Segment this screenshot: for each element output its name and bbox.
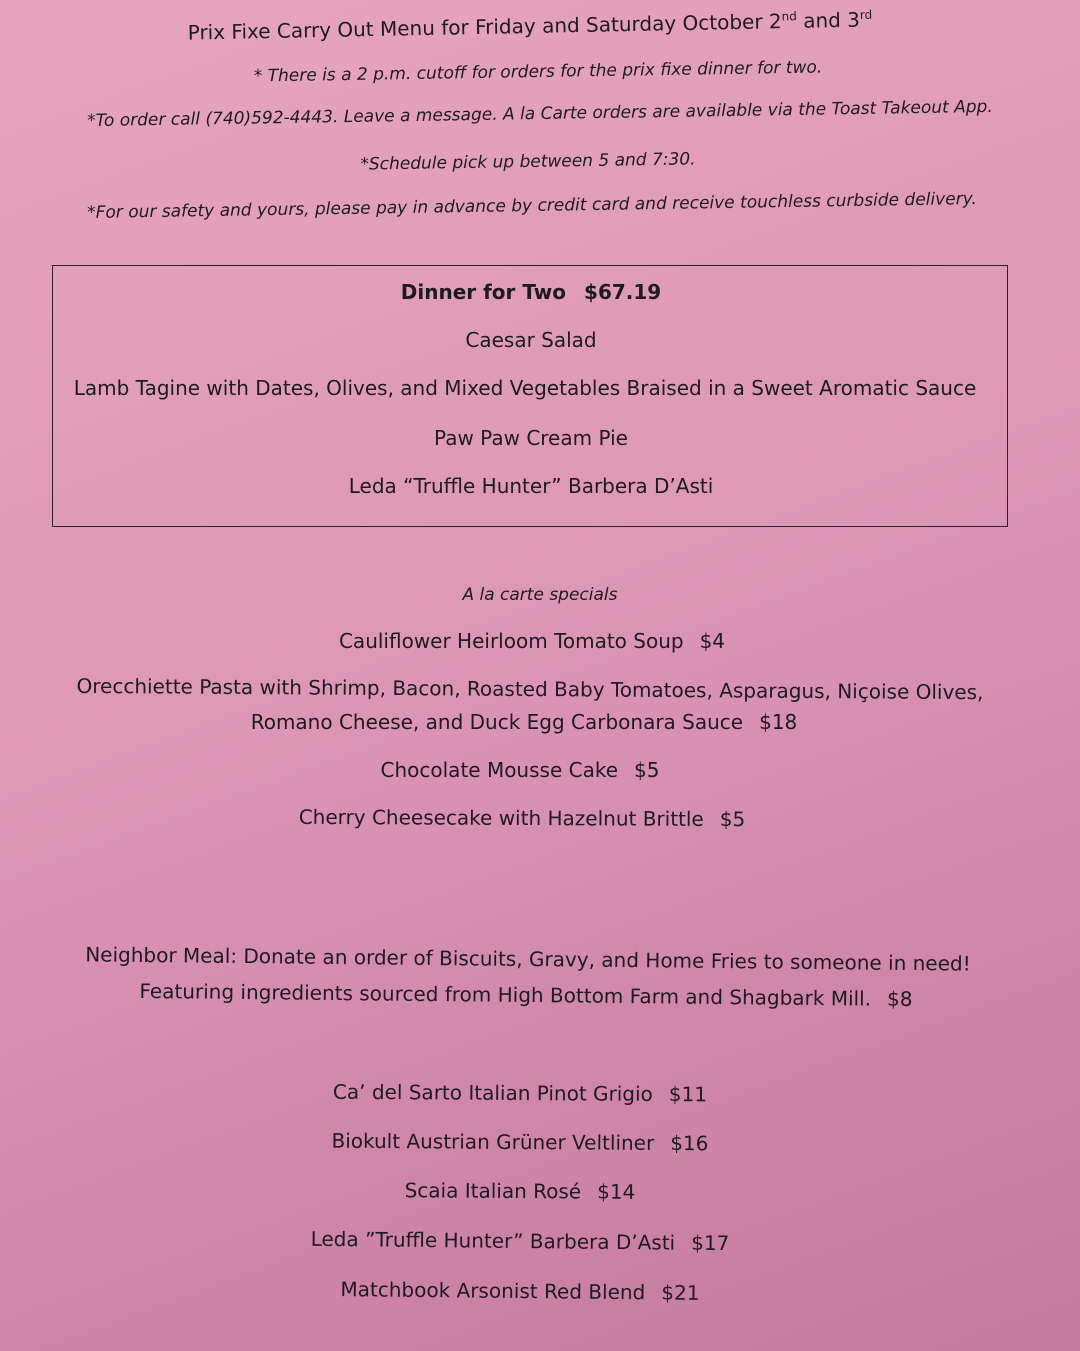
dinner-item-salad: Caesar Salad (465, 328, 597, 352)
wine-item (0, 1175, 1060, 1207)
title-superscript-1: nd (781, 9, 797, 24)
note-cutoff: * There is a 2 p.m. cutoff for orders for the prix fixe dinner for two. (253, 57, 823, 87)
dinner-for-two-box (52, 265, 1008, 527)
note-pickup: *Schedule pick up between 5 and 7:30. (360, 149, 696, 175)
wine-name: Leda ”Truffle Hunter” Barbera D’Asti (310, 1226, 676, 1255)
dinner-item-dessert: Paw Paw Cream Pie (434, 426, 628, 450)
dinner-item-wine: Leda “Truffle Hunter” Barbera D’Asti (348, 474, 714, 498)
neighbor-meal-line1: Neighbor Meal: Donate an order of Biscuits, Gravy, and Home Fries to someone in need! (85, 942, 971, 976)
dinner-heading (53, 280, 1009, 304)
dinner-price: $67.19 (584, 280, 662, 304)
note-order-call: *To order call (740)592-4443. Leave a message. A la Carte orders are available via the Toast Takeout App. (87, 96, 993, 132)
item-name: Cauliflower Heirloom Tomato Soup (338, 629, 684, 653)
wine-price: $11 (668, 1082, 708, 1107)
wine-name: Matchbook Arsonist Red Blend (340, 1277, 646, 1305)
item-price: $5 (634, 758, 660, 782)
note-safety: *For our safety and yours, please pay in advance by credit card and receive touchless curbside delivery. (87, 189, 977, 223)
item-name: Romano Cheese, and Duck Egg Carbonara Sauce (250, 710, 744, 734)
title-text: Prix Fixe Carry Out Menu for Friday and Saturday October 2 (187, 9, 782, 45)
item-price: $18 (759, 710, 798, 734)
page-title (0, 4, 1070, 49)
wine-price: $17 (691, 1230, 730, 1256)
wine-item (0, 1223, 1060, 1258)
wine-price: $16 (670, 1131, 709, 1156)
wine-item (0, 1126, 1060, 1158)
neighbor-meal-line2 (0, 977, 1066, 1012)
item-price: $4 (699, 629, 726, 653)
title-superscript-2: rd (859, 7, 873, 23)
list-item (0, 629, 1072, 653)
wine-name: Biokult Austrian Grüner Veltliner (331, 1128, 655, 1155)
wine-price: $21 (661, 1280, 700, 1305)
a-la-carte-title: A la carte specials (462, 585, 618, 605)
list-item-line1: Orecchiette Pasta with Shrimp, Bacon, Roasted Baby Tomatoes, Asparagus, Niçoise Olives, (76, 673, 984, 705)
wine-name: Ca’ del Sarto Italian Pinot Grigio (332, 1079, 653, 1106)
list-item (0, 803, 1062, 833)
neighbor-meal-price: $8 (886, 986, 913, 1012)
dinner-heading-label: Dinner for Two (400, 280, 567, 304)
wine-item (0, 1273, 1060, 1308)
list-item-line2 (0, 710, 1064, 734)
wine-item (0, 1077, 1060, 1109)
dinner-item-entree: Lamb Tagine with Dates, Olives, and Mixed Vegetables Braised in a Sweet Aromatic Sauce (73, 376, 977, 400)
neighbor-meal-text: Featuring ingredients sourced from High Bottom Farm and Shagbark Mill. (139, 978, 872, 1011)
item-name: Cherry Cheesecake with Hazelnut Brittle (298, 804, 704, 831)
wine-name: Scaia Italian Rosé (404, 1178, 582, 1204)
list-item (0, 758, 1060, 782)
item-name: Chocolate Mousse Cake (380, 758, 619, 782)
item-price: $5 (719, 807, 746, 832)
title-text-mid: and 3 (796, 7, 861, 33)
wine-price: $14 (597, 1179, 636, 1204)
